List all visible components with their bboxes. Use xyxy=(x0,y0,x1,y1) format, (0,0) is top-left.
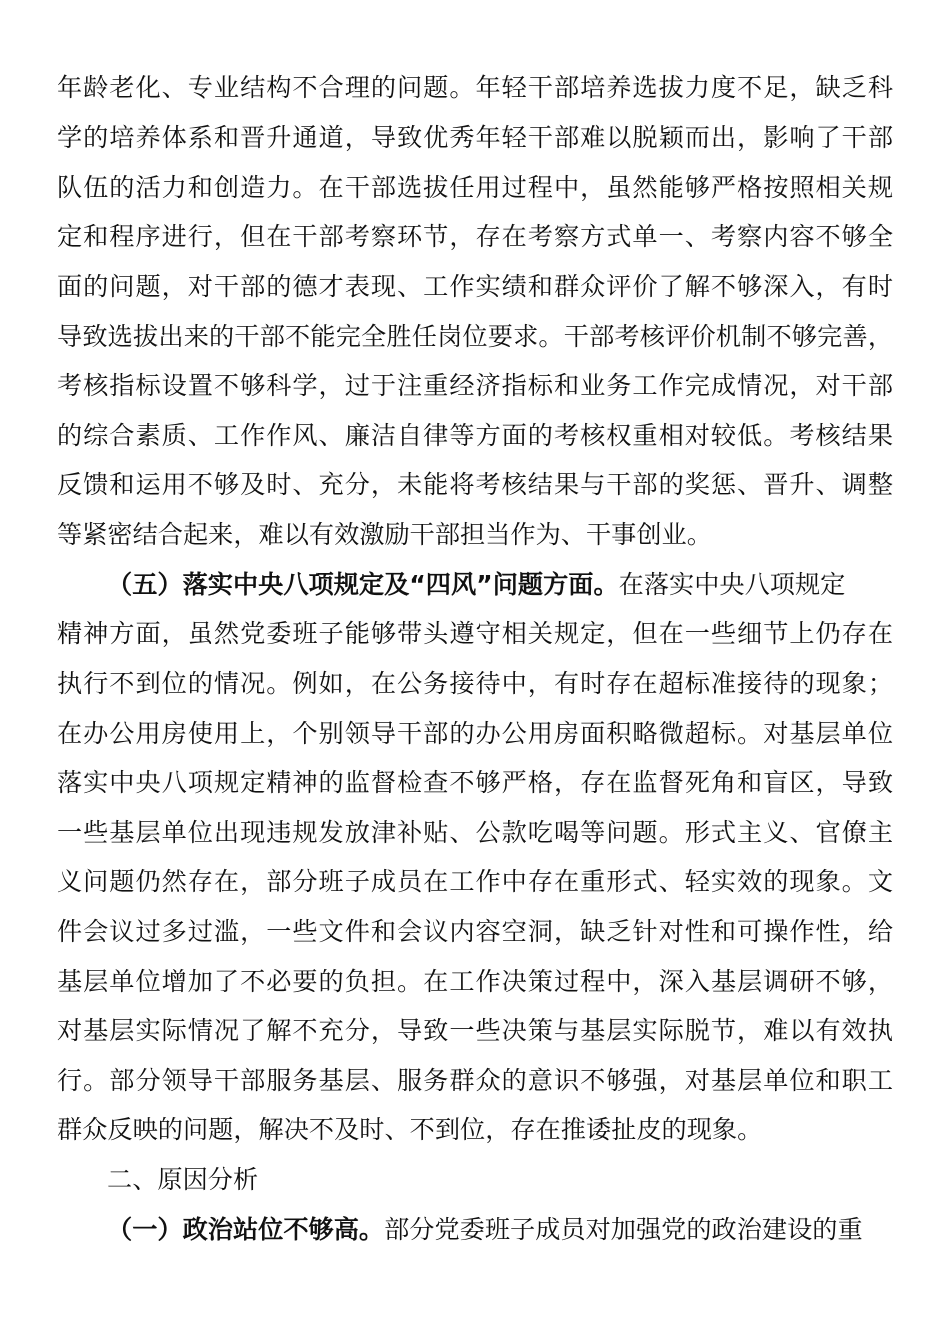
paragraph-line: 导致选拔出来的干部不能完全胜任岗位要求。干部考核评价机制不够完善， xyxy=(57,322,893,351)
paragraph-line: 定和程序进行，但在干部考察环节，存在考察方式单一、考察内容不够全 xyxy=(57,222,893,251)
paragraph-line: 行。部分领导干部服务基层、服务群众的意识不够强，对基层单位和职工 xyxy=(57,1066,893,1095)
part-title: 二、原因分析 xyxy=(107,1165,259,1194)
paragraph-line: 落实中央八项规定精神的监督检查不够严格，存在监督死角和盲区，导致 xyxy=(57,768,893,797)
subsection-heading: （一）政治站位不够高。 xyxy=(107,1215,385,1244)
section-heading: （五）落实中央八项规定及“四风”问题方面。 xyxy=(107,570,619,599)
paragraph-line: 一些基层单位出现违规发放津补贴、公款吃喝等问题。形式主义、官僚主 xyxy=(57,818,893,847)
paragraph-line: 精神方面，虽然党委班子能够带头遵守相关规定，但在一些细节上仍存在 xyxy=(57,619,893,648)
section-heading-line xyxy=(107,565,893,605)
paragraph-line: 群众反映的问题，解决不及时、不到位，存在推诿扯皮的现象。 xyxy=(57,1115,763,1144)
paragraph-line: 队伍的活力和创造力。在干部选拔任用过程中，虽然能够严格按照相关规 xyxy=(57,173,893,202)
paragraph-line: 等紧密结合起来，难以有效激励干部担当作为、干事创业。 xyxy=(57,520,712,549)
paragraph-line: 基层单位增加了不必要的负担。在工作决策过程中，深入基层调研不够， xyxy=(57,967,893,996)
paragraph-line: 对基层实际情况了解不充分，导致一些决策与基层实际脱节，难以有效执 xyxy=(57,1016,893,1045)
subsection-text: 部分党委班子成员对加强党的政治建设的重 xyxy=(384,1215,863,1244)
paragraph-line: 在办公用房使用上，个别领导干部的办公用房面积略微超标。对基层单位 xyxy=(57,719,893,748)
paragraph-line: 的综合素质、工作作风、廉洁自律等方面的考核权重相对较低。考核结果 xyxy=(57,421,893,450)
paragraph-line: 执行不到位的情况。例如，在公务接待中，有时存在超标准接待的现象； xyxy=(57,669,893,698)
paragraph-line: 学的培养体系和晋升通道，导致优秀年轻干部难以脱颖而出，影响了干部 xyxy=(57,123,893,152)
paragraph-line: 考核指标设置不够科学，过于注重经济指标和业务工作完成情况，对干部 xyxy=(57,371,893,400)
paragraph-line: 件会议过多过滥，一些文件和会议内容空洞，缺乏针对性和可操作性，给 xyxy=(57,917,893,946)
paragraph-line: 反馈和运用不够及时、充分，未能将考核结果与干部的奖惩、晋升、调整 xyxy=(57,470,893,499)
paragraph-line: 年龄老化、专业结构不合理的问题。年轻干部培养选拔力度不足，缺乏科 xyxy=(57,73,893,102)
paragraph-line: 面的问题，对干部的德才表现、工作实绩和群众评价了解不够深入，有时 xyxy=(57,272,893,301)
paragraph-line: 义问题仍然存在，部分班子成员在工作中存在重形式、轻实效的现象。文 xyxy=(57,867,893,896)
subsection-heading-line xyxy=(107,1210,893,1250)
section-text: 在落实中央八项规定 xyxy=(618,570,846,599)
